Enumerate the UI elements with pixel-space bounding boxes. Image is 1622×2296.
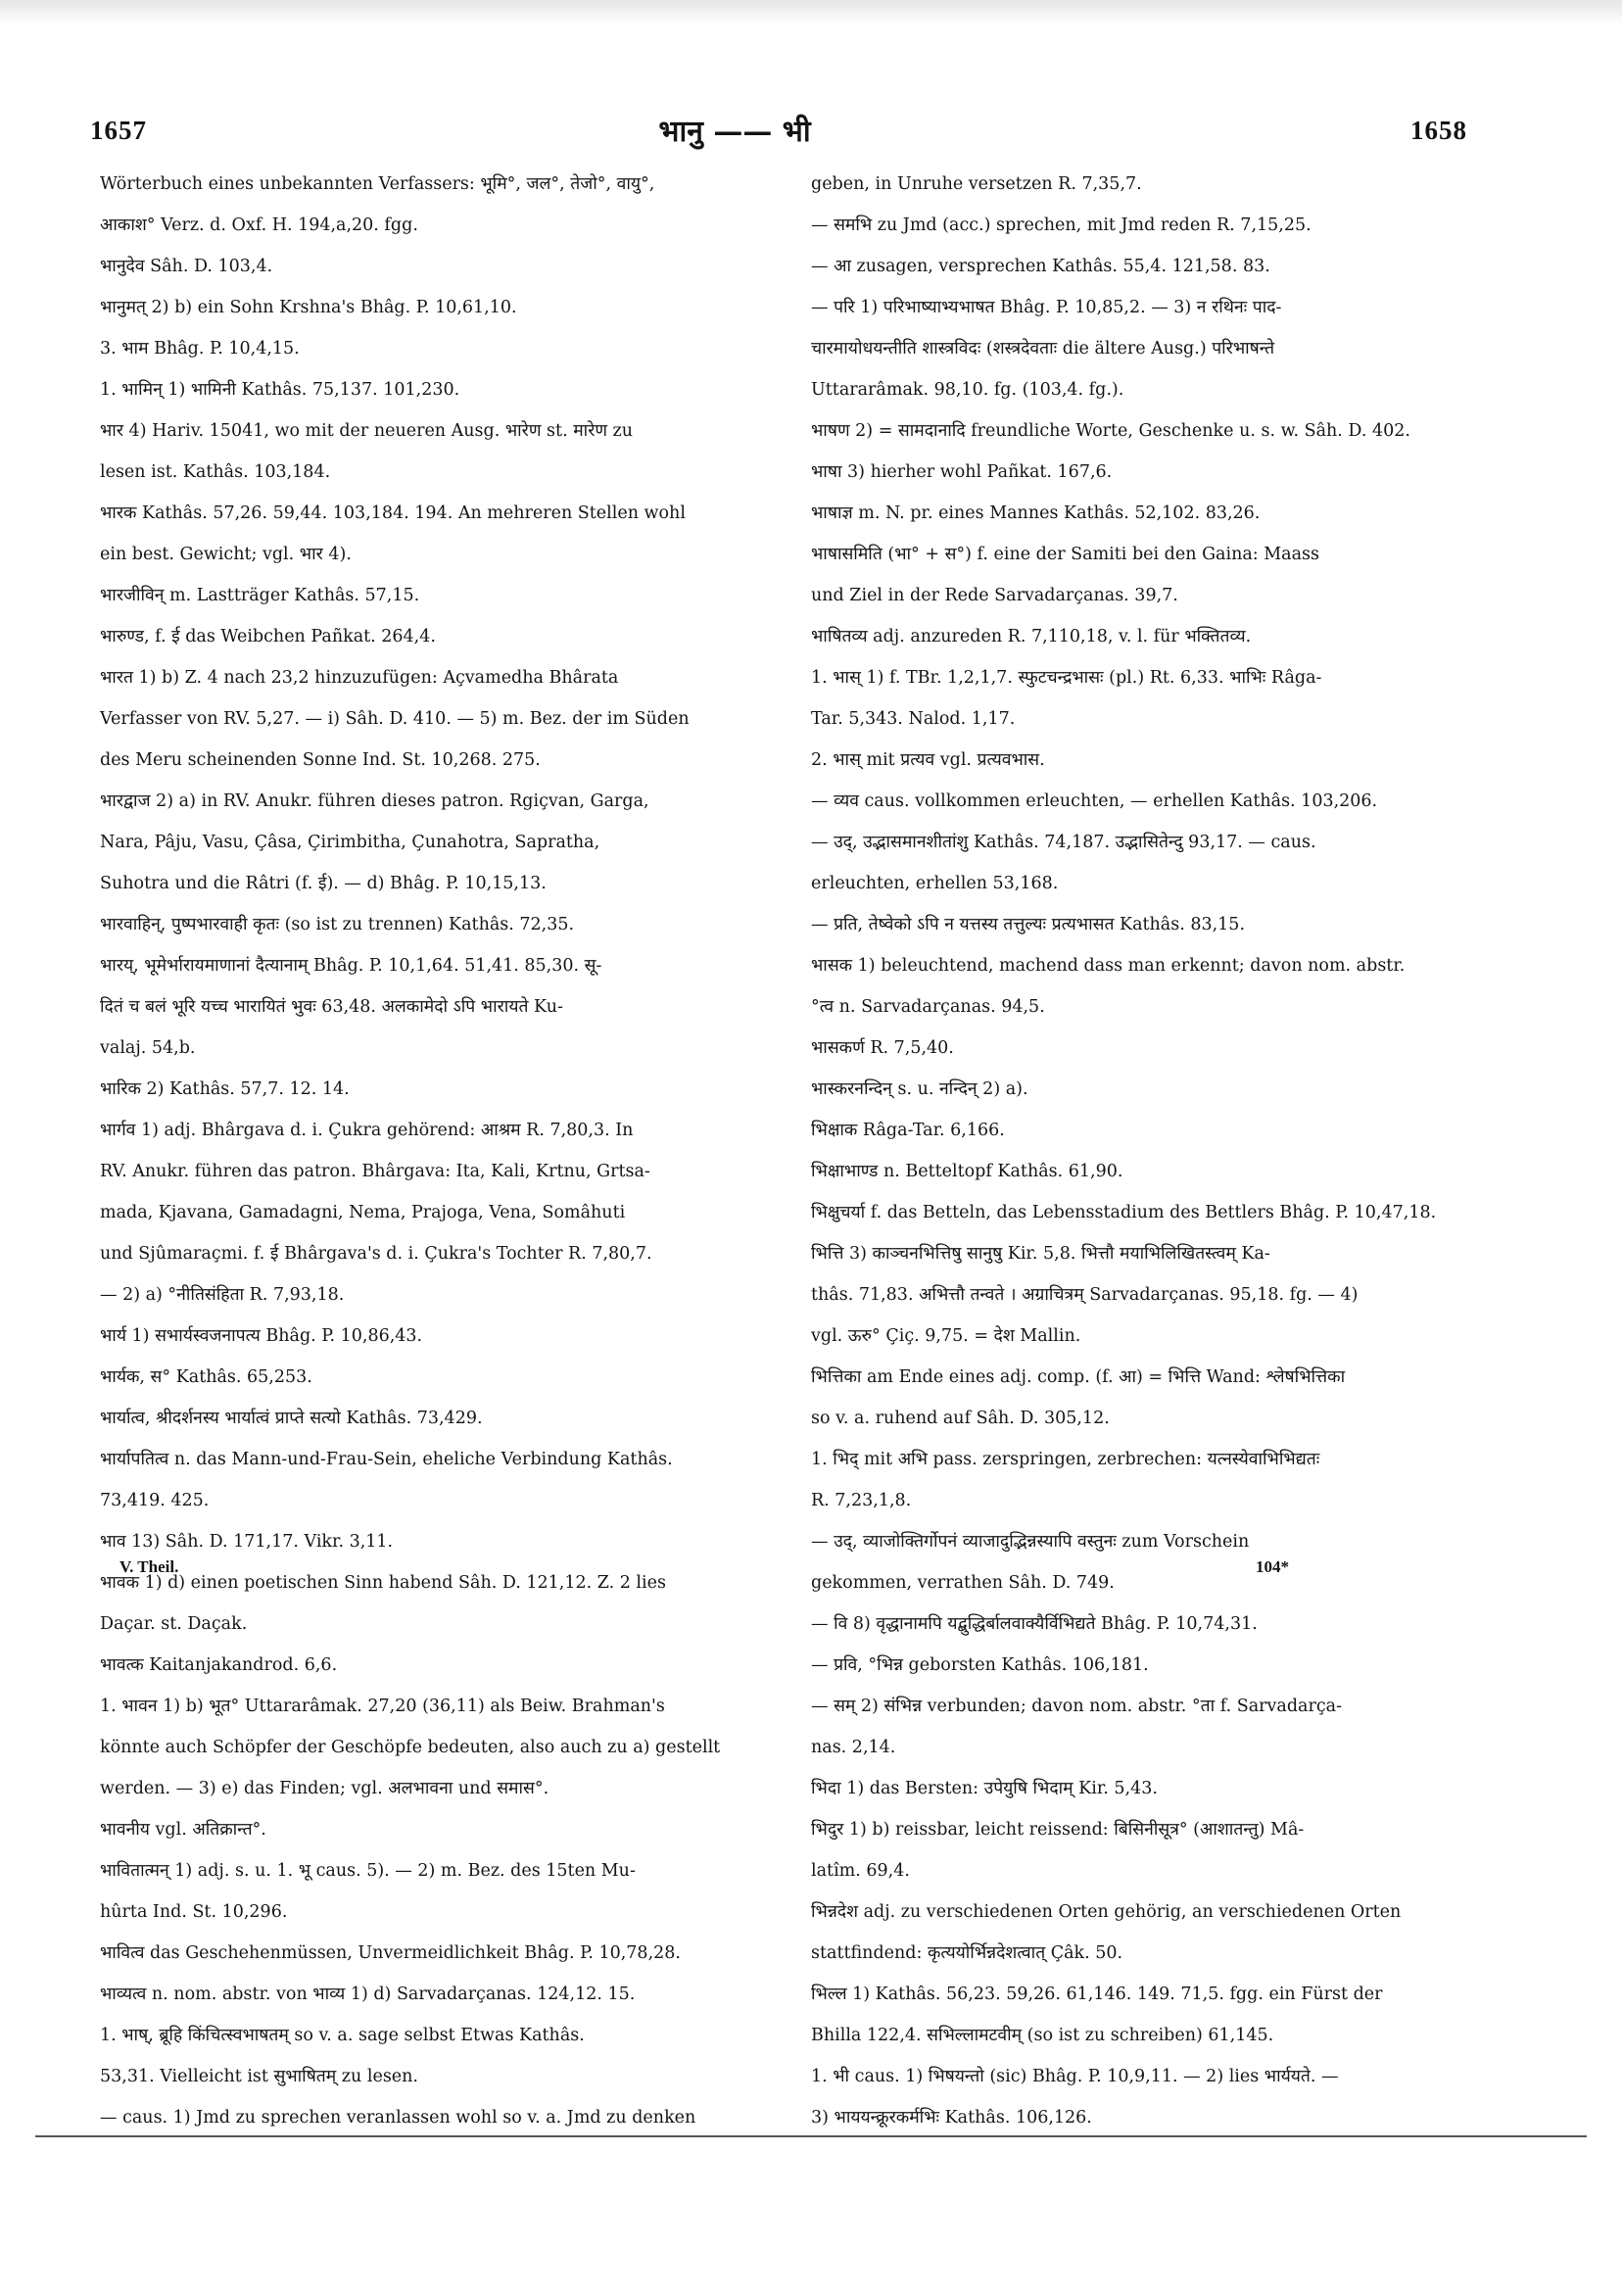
entry-line: 1. भास् 1) f. TBr. 1,2,1,7. स्फुटचन्द्रभासः (pl.) Rt. 6,33. भाभिः Râga- (811, 668, 1322, 688)
entry-line: भिन्नदेश adj. zu verschiedenen Orten gehörig, an verschiedenen Orten (811, 1902, 1402, 1922)
entry-line: भार्यापतित्व n. das Mann-und-Frau-Sein, eheliche Verbindung Kathâs. (100, 1450, 673, 1469)
entry-line: भासक 1) beleuchtend, machend dass man erkennt; davon nom. abstr. (811, 956, 1406, 976)
entry-line: des Meru scheinenden Sonne Ind. St. 10,268. 275. (100, 750, 541, 770)
entry-line: erleuchten, erhellen 53,168. (811, 874, 1059, 893)
entry-line: भाषितव्य adj. anzureden R. 7,110,18, v. l. für भक्तितव्य. (811, 627, 1252, 646)
entry-line: भिदा 1) das Bersten: उपेयुषि भिदाम् Kir. 5,43. (811, 1779, 1158, 1798)
entry-line: — आ zusagen, versprechen Kathâs. 55,4. 121,58. 83. (811, 257, 1270, 276)
entry-line: भासकर्ण R. 7,5,40. (811, 1038, 954, 1058)
entry-line: भित्तिका am Ende eines adj. comp. (f. आ) = भित्ति Wand: श्लेषभित्तिका (811, 1367, 1346, 1387)
entry-line: 1. भी caus. 1) भिषयन्तो (sic) Bhâg. P. 10,9,11. — 2) lies भार्ययते. — (811, 2067, 1339, 2086)
entry-line: könnte auch Schöpfer der Geschöpfe bedeuten, also auch zu a) gestellt (100, 1738, 721, 1757)
entry-line: — परि 1) परिभाष्याभ्यभाषत Bhâg. P. 10,85,2. — 3) न रथिनः पाद- (811, 298, 1282, 317)
entry-line: 3. भाम Bhâg. P. 10,4,15. (100, 339, 300, 359)
entry-line: भिक्षाभाण्ड n. Betteltopf Kathâs. 61,90. (811, 1162, 1123, 1181)
entry-line: 1. भावन 1) b) भूत° Uttararâmak. 27,20 (36,11) als Beiw. Brahman's (100, 1697, 665, 1716)
entry-line: gekommen, verrathen Sâh. D. 749. (811, 1573, 1115, 1593)
entry-line: भानुमत् 2) b) ein Sohn Krshna's Bhâg. P. 10,61,10. (100, 298, 517, 317)
entry-line: भावितात्मन् 1) adj. s. u. 1. भू caus. 5). — 2) m. Bez. des 15ten Mu- (100, 1861, 636, 1881)
entry-line: valaj. 54,b. (100, 1038, 196, 1058)
entry-line: — उद्, उद्भासमानशीतांशु Kathâs. 74,187. उद्भासितेन्दु 93,17. — caus. (811, 833, 1316, 852)
entry-line: und Sjûmaraçmi. f. ई Bhârgava's d. i. Çukra's Tochter R. 7,80,7. (100, 1244, 652, 1264)
entry-line: भारिक 2) Kathâs. 57,7. 12. 14. (100, 1079, 350, 1099)
entry-line: geben, in Unruhe versetzen R. 7,35,7. (811, 174, 1142, 194)
entry-line: भार्य 1) सभार्यस्वजनापत्य Bhâg. P. 10,86,43. (100, 1326, 423, 1346)
entry-line: — प्रति, तेष्वेको ऽपि न यत्तस्य तत्तुल्यः प्रत्यभासत Kathâs. 83,15. (811, 915, 1246, 934)
entry-line: भाव 13) Sâh. D. 171,17. Vikr. 3,11. (100, 1532, 394, 1552)
volume-label: V. Theil. (119, 1557, 179, 1576)
entry-line: भावत्क Kaitanjakandrod. 6,6. (100, 1655, 338, 1675)
entry-line: ein best. Gewicht; vgl. भार 4). (100, 545, 352, 564)
entry-line: — वि 8) वृद्धानामपि यद्बुद्धिर्बालवाक्यैर्विभिद्यते Bhâg. P. 10,74,31. (811, 1614, 1258, 1634)
entry-line: 1. भाष्, ब्रूहि किंचित्स्वभाषतम् so v. a. sage selbst Etwas Kathâs. (100, 2026, 585, 2045)
entry-line: thâs. 71,83. अभित्तौ तन्वते । अग्राचित्रम् Sarvadarçanas. 95,18. fg. — 4) (811, 1285, 1359, 1305)
entry-line: दितं च बलं भूरि यच्च भारायितं भुवः 63,48. अलकामेदो ऽपि भारायते Ku- (100, 997, 563, 1017)
entry-line: latîm. 69,4. (811, 1861, 910, 1881)
entry-line: °त्व n. Sarvadarçanas. 94,5. (811, 997, 1045, 1017)
entry-line: भार्गव 1) adj. Bhârgava d. i. Çukra gehörend: आश्रम R. 7,80,3. In (100, 1121, 634, 1140)
entry-line: भाषण 2) = सामदानादि freundliche Worte, Geschenke u. s. w. Sâh. D. 402. (811, 421, 1410, 441)
entry-line: Verfasser von RV. 5,27. — i) Sâh. D. 410. — 5) m. Bez. der im Süden (100, 709, 690, 729)
entry-line: — प्रवि, °भिन्न geborsten Kathâs. 106,181. (811, 1655, 1149, 1675)
entry-line: Bhilla 122,4. सभिल्लामटवीम् (so ist zu schreiben) 61,145. (811, 2026, 1274, 2045)
entry-line: hûrta Ind. St. 10,296. (100, 1902, 288, 1922)
entry-line: भिक्षुचर्या f. das Betteln, das Lebensstadium des Bettlers Bhâg. P. 10,47,18. (811, 1203, 1437, 1222)
entry-line: भाव्यत्व n. nom. abstr. von भाव्य 1) d) Sarvadarçanas. 124,12. 15. (100, 1985, 636, 2004)
entry-line: भिल्ल 1) Kathâs. 56,23. 59,26. 61,146. 149. 71,5. fgg. ein Fürst der (811, 1985, 1383, 2004)
entry-line: Wörterbuch eines unbekannten Verfassers: भूमि°, जल°, तेजो°, वायु°, (100, 174, 655, 194)
entry-line: भारक Kathâs. 57,26. 59,44. 103,184. 194. An mehreren Stellen wohl (100, 503, 686, 523)
left-column (100, 172, 774, 2147)
entry-line: 53,31. Vielleicht ist सुभाषितम् zu lesen. (100, 2067, 418, 2086)
entry-line: lesen ist. Kathâs. 103,184. (100, 462, 331, 482)
entry-line: — समभि zu Jmd (acc.) sprechen, mit Jmd reden R. 7,15,25. (811, 215, 1312, 235)
entry-line: — 2) a) °नीतिसंहिता R. 7,93,18. (100, 1285, 345, 1305)
entry-line: भार 4) Hariv. 15041, wo mit der neueren Ausg. भारेण st. मारेण zu (100, 421, 634, 441)
entry-line: भार्यात्व, श्रीदर्शनस्य भार्यात्वं प्राप्ते सत्यो Kathâs. 73,429. (100, 1409, 483, 1428)
entry-line: भार्यक, स° Kathâs. 65,253. (100, 1367, 312, 1387)
left-page-number: 1657 (90, 116, 147, 145)
entry-line: — caus. 1) Jmd zu sprechen veranlassen wohl so v. a. Jmd zu denken (100, 2108, 696, 2128)
entry-line: nas. 2,14. (811, 1738, 896, 1757)
entry-line: Suhotra und die Râtri (f. ई). — d) Bhâg. P. 10,15,13. (100, 874, 547, 893)
entry-line: भानुदेव Sâh. D. 103,4. (100, 257, 273, 276)
entry-line: 1. भिद् mit अभि pass. zerspringen, zerbrechen: यत्नस्येवाभिभिद्यतः (811, 1450, 1320, 1469)
entry-line: भावक 1) d) einen poetischen Sinn habend Sâh. D. 121,12. Z. 2 lies (100, 1573, 666, 1593)
entry-line: भाषा 3) hierher wohl Pañkat. 167,6. (811, 462, 1113, 482)
entry-line: चारमायोधयन्तीति शास्त्रविदः (शस्त्रदेवताः die ältere Ausg.) परिभाषन्ते (811, 339, 1275, 359)
entry-line: 2. भास् mit प्रत्यव vgl. प्रत्यवभास. (811, 750, 1045, 770)
entry-line: mada, Kjavana, Gamadagni, Nema, Prajoga, Vena, Somâhuti (100, 1203, 626, 1222)
entry-line: 73,419. 425. (100, 1491, 210, 1510)
entry-line: भारजीविन् m. Lastträger Kathâs. 57,15. (100, 586, 420, 605)
entry-line: — सम् 2) संभिन्न verbunden; davon nom. abstr. °ता f. Sarvadarça- (811, 1697, 1342, 1716)
entry-line: — व्यव caus. vollkommen erleuchten, — erhellen Kathâs. 103,206. (811, 791, 1378, 811)
right-column (811, 172, 1485, 2147)
entry-line: भारद्वाज 2) a) in RV. Anukr. führen dieses patron. Rgiçvan, Garga, (100, 791, 649, 811)
bottom-rule (35, 2135, 1587, 2137)
entry-line: भित्ति 3) काञ्चनभित्तिषु सानुषु Kir. 5,8. भित्तौ मयाभिलिखितस्त्वम् Ka- (811, 1244, 1270, 1264)
entry-line: भावित्व das Geschehenmüssen, Unvermeidlichkeit Bhâg. P. 10,78,28. (100, 1943, 681, 1963)
signature-mark: 104* (1256, 1557, 1289, 1576)
right-page-number: 1658 (1410, 116, 1467, 145)
entry-line: भाषाज्ञ m. N. pr. eines Mannes Kathâs. 52,102. 83,26. (811, 503, 1261, 523)
entry-line: भाषासमिति (भा° + स°) f. eine der Samiti bei den Gaina: Maass (811, 545, 1319, 564)
entry-line: भारवाहिन्, पुष्पभारवाही कृतः (so ist zu trennen) Kathâs. 72,35. (100, 915, 575, 934)
entry-line: 1. भामिन् 1) भामिनी Kathâs. 75,137. 101,230. (100, 380, 460, 400)
entry-line: आकाश° Verz. d. Oxf. H. 194,a,20. fgg. (100, 215, 418, 235)
entry-line: so v. a. ruhend auf Sâh. D. 305,12. (811, 1409, 1110, 1428)
entry-line: Tar. 5,343. Nalod. 1,17. (811, 709, 1016, 729)
entry-line: भारय्, भूमेर्भारायमाणानां दैत्यानाम् Bhâg. P. 10,1,64. 51,41. 85,30. सू- (100, 956, 602, 976)
entry-line: werden. — 3) e) das Finden; vgl. अलभावना und समास°. (100, 1779, 549, 1798)
running-head: भानु —— भी (658, 115, 811, 149)
entry-line: भिदुर 1) b) reissbar, leicht reissend: बिसिनीसूत्र° (आशातन्तु) Mâ- (811, 1820, 1305, 1840)
entry-line: भारुण्ड, f. ई das Weibchen Pañkat. 264,4. (100, 627, 436, 646)
scan-top-edge (0, 0, 1622, 25)
entry-line: RV. Anukr. führen das patron. Bhârgava: Ita, Kali, Krtnu, Grtsa- (100, 1162, 650, 1181)
entry-line: 3) भाययन्क्रूरकर्मभिः Kathâs. 106,126. (811, 2108, 1092, 2128)
entry-line: भास्करनन्दिन् s. u. नन्दिन् 2) a). (811, 1079, 1028, 1099)
entry-line: und Ziel in der Rede Sarvadarçanas. 39,7. (811, 586, 1178, 605)
entry-line: vgl. ऊरु° Çiç. 9,75. = देश Mallin. (811, 1326, 1081, 1346)
entry-line: भारत 1) b) Z. 4 nach 23,2 hinzuzufügen: Açvamedha Bhârata (100, 668, 619, 688)
entry-line: Daçar. st. Daçak. (100, 1614, 248, 1634)
entry-line: stattfindend: कृत्ययोर्भिन्नदेशत्वात् Çâk. 50. (811, 1943, 1123, 1963)
entry-line: R. 7,23,1,8. (811, 1491, 912, 1510)
entry-line: — उद्, व्याजोक्तिर्गोपनं व्याजादुद्भिन्नस्यापि वस्तुनः zum Vorschein (811, 1532, 1250, 1552)
entry-line: Nara, Pâju, Vasu, Çâsa, Çirimbitha, Çunahotra, Sapratha, (100, 833, 600, 852)
entry-line: भिक्षाक Râga-Tar. 6,166. (811, 1121, 1005, 1140)
entry-line: Uttararâmak. 98,10. fg. (103,4. fg.). (811, 380, 1124, 400)
entry-line: भावनीय vgl. अतिक्रान्त°. (100, 1820, 266, 1840)
